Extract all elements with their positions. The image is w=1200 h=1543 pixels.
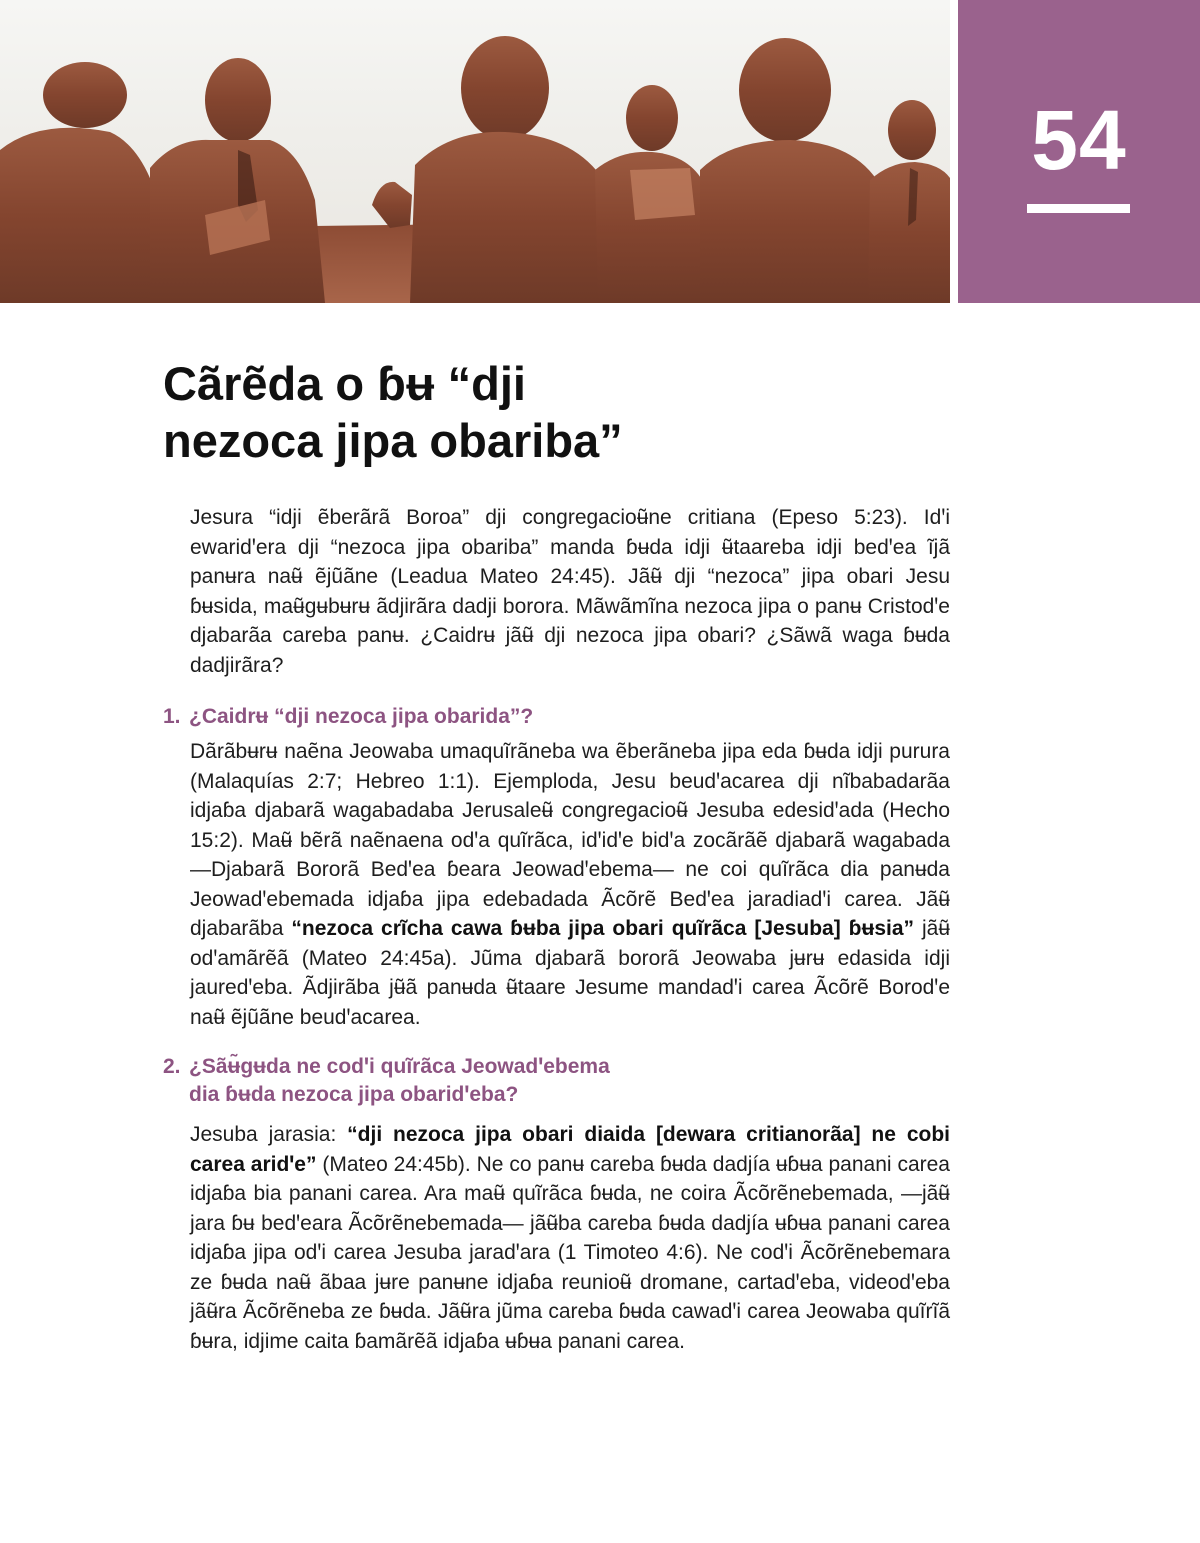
answer-1-paragraph (190, 737, 950, 1032)
answer-text: jãʉ̃ odꞌamãrẽã (Mateo 24:45a). Jũma djabarã bororã Jeowaba jʉrʉ edasida idji jauredꞌeba. Ãdjirãba jʉ̃ã panʉda ʉ̃taare Jesume mandadꞌi carea Ãcõrẽ Borodꞌe naʉ̃ ẽjũãne beudꞌacarea. (190, 917, 951, 1029)
answer-text: Dãrãbʉrʉ naẽna Jeowaba umaquĩrãneba wa ẽberãneba jipa eda ɓʉda idji purura (Malaquías 2:7; Hebreo 1:1). Ejemploda, Jesu beudꞌacarea dji nĩbabadarãa idjaɓa djabarã wagabadaba Jerusaleʉ̃ congregacioʉ̃ Jesuba edesidꞌada (Hecho 15:2). Maʉ̃ bẽrã naẽnaena odꞌa quĩrãca, idꞌidꞌe bidꞌa zocãrãẽ djabarã wagabada —Djabarã Bororã Bedꞌea ɓeara Jeowadꞌebema— ne coi quĩrãca dia panʉda Jeowadꞌebemada idjaɓa jipa edebadada Ãcõrẽ Bedꞌea jaradiadꞌi carea. Jãʉ̃ djabarãba (190, 740, 950, 940)
question-text: ¿Caidrʉ “dji nezoca jipa obarida”? (189, 705, 534, 728)
question-number: 1. (163, 705, 181, 728)
page-title-line-2: nezoca jipa obariba” (163, 414, 623, 467)
answer-text: Jesuba jarasia: (190, 1123, 348, 1146)
question-number: 2. (163, 1055, 181, 1078)
lesson-number-badge (958, 0, 1200, 303)
answer-2-paragraph (190, 1120, 950, 1356)
question-text: ¿Sãʉ̃gʉda ne codꞌi quĩrãca Jeowadꞌebema (189, 1055, 610, 1078)
page-title-line-1: Cãrẽda o ɓʉ “dji (163, 357, 526, 410)
answer-bold-quote: “nezoca crĩcha cawa ɓʉba jipa obari quĩrãca [Jesuba] ɓʉsia” (291, 917, 915, 940)
question-text-continued: dia ɓʉda nezoca jipa obaridꞌeba? (189, 1083, 519, 1106)
question-1 (163, 703, 923, 731)
men-silhouette-illustration (0, 0, 950, 303)
lesson-number-underline (1027, 204, 1130, 213)
intro-paragraph: Jesura “idji ẽberãrã Boroa” dji congregacioʉ̃ne critiana (Epeso 5:23). Idꞌi ewaridꞌera dji “nezoca jipa obariba” manda ɓʉda idji ʉ̃taareba idji bedꞌea ĩjã panʉra naʉ̃ ẽjũãne (Leadua Mateo 24:45). Jãʉ̃ dji “nezoca” jipa obari Jesu ɓʉsida, maʉ̃gʉbʉrʉ ãdjirãra dadji borora. Mãwãmĩna nezoca jipa o panʉ Cristodꞌe djabarãa careba panʉ. ¿Caidrʉ jãʉ̃ dji nezoca jipa obari? ¿Sãwã waga ɓʉda dadjirãra? (190, 506, 950, 677)
answer-bold-quote: “dji nezoca jipa obari diaida [dewara critianorãa] ne cobi carea aridꞌe” (190, 1123, 950, 1176)
answer-text: (Mateo 24:45b). Ne co panʉ careba ɓʉda dadjía ʉɓʉa panani carea idjaɓa bia panani carea. Ara maʉ̃ quĩrãca ɓʉda, ne coira Ãcõrẽnebemada, —jãʉ̃ jara ɓʉ bedꞌeara Ãcõrẽnebemada— jãʉ̃ba careba ɓʉda dadjía ʉɓʉa panani carea idjaɓa jipa odꞌi carea Jesuba jaradꞌara (1 Timoteo 4:6). Ne codꞌi Ãcõrẽnebemara ze ɓʉda naʉ̃ ãbaa jʉre panʉne idjaɓa reunioʉ̃ dromane, cartadꞌeba, videodꞌeba jãʉ̃ra Ãcõrẽneba ze ɓʉda. Jãʉ̃ra jũma careba ɓʉda cawadꞌi carea Jeowaba quĩrĩã ɓʉra, idjime caita ɓamãrẽã idjaɓa ʉɓʉa panani carea. (190, 1152, 950, 1353)
lesson-number: 54 (1031, 93, 1127, 187)
question-2 (163, 1053, 923, 1109)
page-title (163, 355, 923, 469)
header-photo (0, 0, 950, 303)
